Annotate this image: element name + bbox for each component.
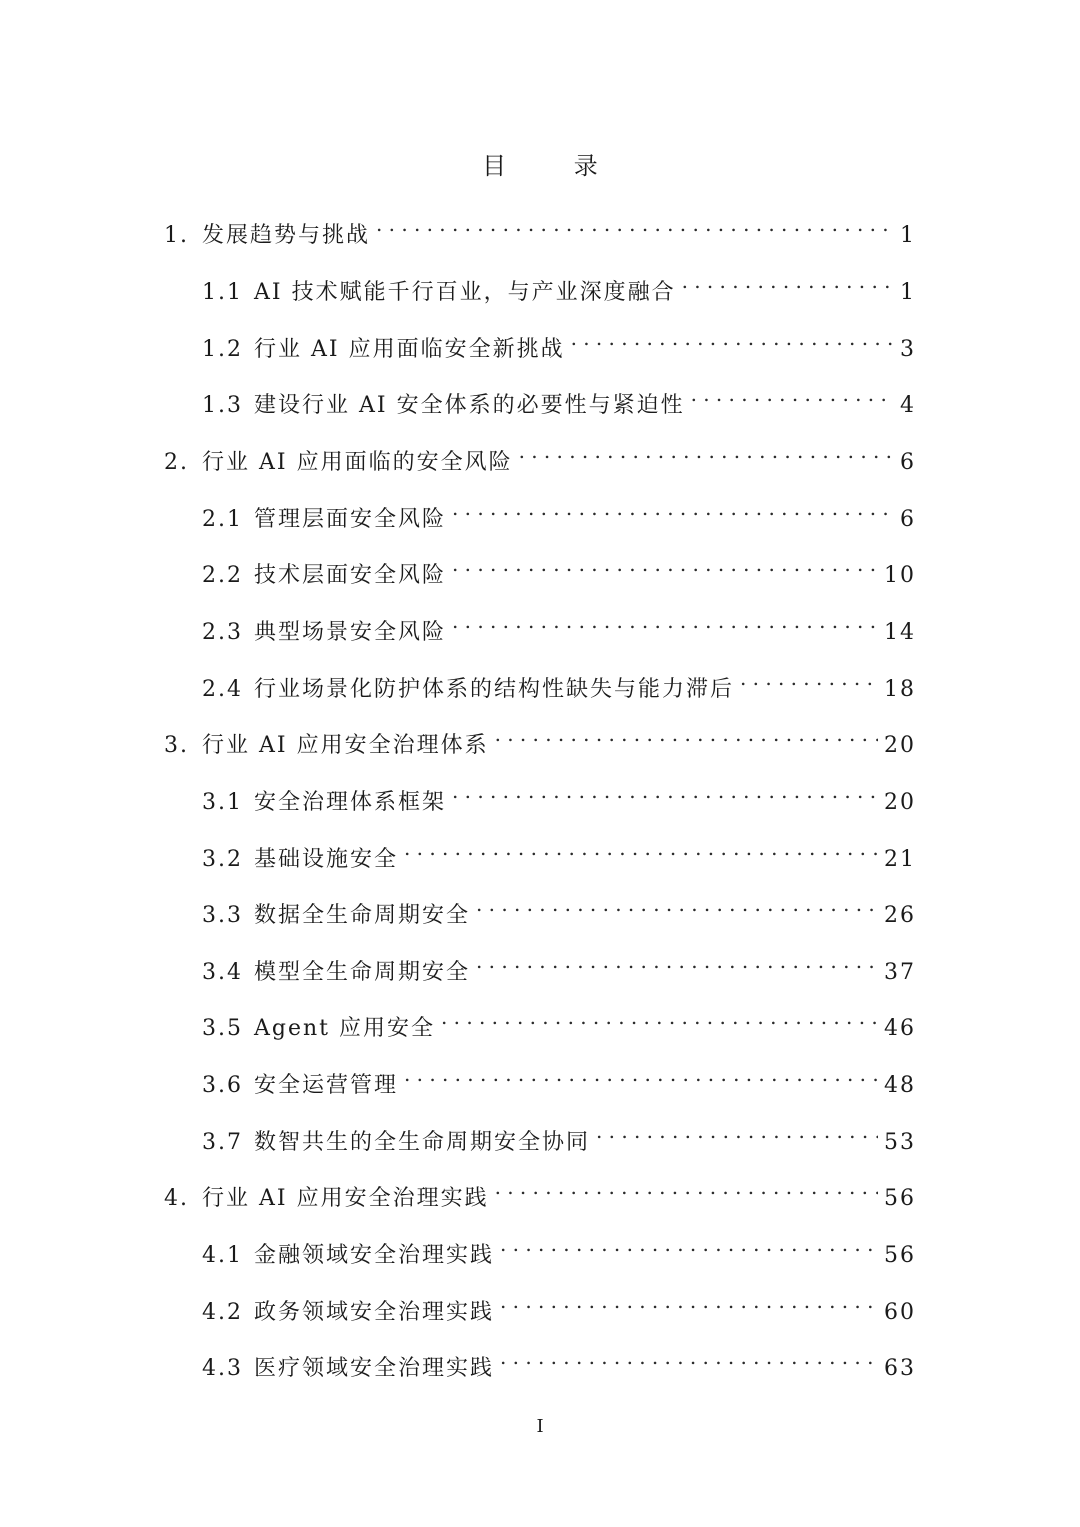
dot-leader <box>441 995 878 1035</box>
dot-leader <box>571 316 894 356</box>
dot-leader <box>740 656 878 696</box>
toc-entry[interactable] <box>202 372 916 418</box>
entry-title: 数智共生的全生命周期安全协同 <box>254 1130 591 1155</box>
dot-leader <box>452 769 878 809</box>
toc-entry[interactable] <box>202 486 916 532</box>
entry-page-number: 6 <box>900 507 916 532</box>
entry-page-number: 14 <box>884 620 916 645</box>
entry-title: 行业场景化防护体系的结构性缺失与能力滞后 <box>254 677 735 702</box>
toc-entry[interactable] <box>202 1109 916 1155</box>
entry-page-number: 56 <box>884 1243 916 1268</box>
entry-number: 1.2 <box>202 337 243 362</box>
toc-entry[interactable] <box>202 542 916 588</box>
toc-entry[interactable] <box>202 599 916 645</box>
entry-page-number: 53 <box>884 1130 916 1155</box>
entry-title: 数据全生命周期安全 <box>254 903 471 928</box>
entry-number: 2.1 <box>202 507 243 532</box>
entry-page-number: 48 <box>884 1073 916 1098</box>
entry-number: 3.2 <box>202 847 243 872</box>
entry-number: 2.4 <box>202 677 243 702</box>
dot-leader <box>519 429 894 469</box>
entry-number: 3.5 <box>202 1016 243 1041</box>
entry-number: 1. <box>164 223 189 248</box>
toc-entry[interactable] <box>202 656 916 702</box>
dot-leader <box>495 712 878 752</box>
entry-page-number: 4 <box>900 393 916 418</box>
dot-leader <box>376 202 894 242</box>
toc-title: 目 录 <box>482 152 628 180</box>
entry-page-number: 10 <box>884 563 916 588</box>
entry-page-number: 26 <box>884 903 916 928</box>
toc-entry[interactable] <box>202 826 916 872</box>
dot-leader <box>596 1109 878 1149</box>
toc-entry[interactable] <box>202 1335 916 1381</box>
toc-entry[interactable] <box>202 882 916 928</box>
entry-number: 4.3 <box>202 1356 243 1381</box>
entry-number: 1.1 <box>202 280 243 305</box>
toc-entry[interactable] <box>202 1222 916 1268</box>
entry-title: 行业 AI 应用安全治理实践 <box>202 1186 489 1211</box>
entry-page-number: 60 <box>884 1300 916 1325</box>
entry-title: 行业 AI 应用面临安全新挑战 <box>254 337 565 362</box>
entry-page-number: 1 <box>900 280 916 305</box>
dot-leader <box>500 1222 878 1262</box>
entry-title: 医疗领域安全治理实践 <box>254 1356 495 1381</box>
dot-leader <box>691 372 894 412</box>
entry-title: 金融领域安全治理实践 <box>254 1243 495 1268</box>
toc-entry[interactable] <box>202 769 916 815</box>
entry-number: 2.3 <box>202 620 243 645</box>
entry-page-number: 6 <box>900 450 916 475</box>
entry-page-number: 46 <box>884 1016 916 1041</box>
entry-number: 2. <box>164 450 189 475</box>
dot-leader <box>495 1165 878 1205</box>
dot-leader <box>404 826 878 866</box>
dot-leader <box>404 1052 878 1092</box>
entry-number: 3.6 <box>202 1073 243 1098</box>
toc-entry[interactable] <box>202 259 916 305</box>
dot-leader <box>500 1335 878 1375</box>
toc-entry[interactable] <box>164 712 916 758</box>
entry-title: 典型场景安全风险 <box>254 620 447 645</box>
dot-leader <box>452 542 878 582</box>
entry-title: 管理层面安全风险 <box>254 507 447 532</box>
entry-title: 建设行业 AI 安全体系的必要性与紧迫性 <box>254 393 685 418</box>
entry-title: 安全运营管理 <box>254 1073 399 1098</box>
toc-entry[interactable] <box>202 1279 916 1325</box>
entry-page-number: 1 <box>900 223 916 248</box>
entry-page-number: 3 <box>900 337 916 362</box>
entry-page-number: 20 <box>884 790 916 815</box>
entry-title: 基础设施安全 <box>254 847 399 872</box>
entry-title: 发展趋势与挑战 <box>202 223 371 248</box>
entry-number: 3.3 <box>202 903 243 928</box>
entry-number: 4.2 <box>202 1300 243 1325</box>
entry-title: Agent 应用安全 <box>254 1016 435 1041</box>
entry-number: 3.7 <box>202 1130 243 1155</box>
dot-leader <box>452 486 894 526</box>
entry-number: 3. <box>164 733 189 758</box>
entry-number: 1.3 <box>202 393 243 418</box>
entry-number: 4. <box>164 1186 189 1211</box>
entry-page-number: 56 <box>884 1186 916 1211</box>
entry-title: 安全治理体系框架 <box>254 790 447 815</box>
entry-number: 2.2 <box>202 563 243 588</box>
toc-entry[interactable] <box>202 316 916 362</box>
toc-entry[interactable] <box>164 1165 916 1211</box>
dot-leader <box>476 882 878 922</box>
dot-leader <box>500 1279 878 1319</box>
entry-title: 模型全生命周期安全 <box>254 960 471 985</box>
entry-title: 政务领域安全治理实践 <box>254 1300 495 1325</box>
entry-title: 行业 AI 应用面临的安全风险 <box>202 450 513 475</box>
dot-leader <box>476 939 878 979</box>
toc-entry[interactable] <box>202 939 916 985</box>
entry-number: 3.4 <box>202 960 243 985</box>
dot-leader <box>682 259 894 299</box>
page-number: I <box>536 1416 544 1437</box>
entry-title: 技术层面安全风险 <box>254 563 447 588</box>
entry-title: 行业 AI 应用安全治理体系 <box>202 733 489 758</box>
entry-page-number: 18 <box>884 677 916 702</box>
entry-page-number: 20 <box>884 733 916 758</box>
entry-page-number: 63 <box>884 1356 916 1381</box>
entry-number: 3.1 <box>202 790 243 815</box>
entry-page-number: 37 <box>884 960 916 985</box>
toc-entry[interactable] <box>164 429 916 475</box>
entry-title: AI 技术赋能千行百业，与产业深度融合 <box>254 280 676 305</box>
dot-leader <box>452 599 878 639</box>
toc-entry[interactable] <box>202 1052 916 1098</box>
entry-page-number: 21 <box>884 847 916 872</box>
toc-entry[interactable] <box>164 202 916 248</box>
toc-entry[interactable] <box>202 995 916 1041</box>
entry-number: 4.1 <box>202 1243 243 1268</box>
